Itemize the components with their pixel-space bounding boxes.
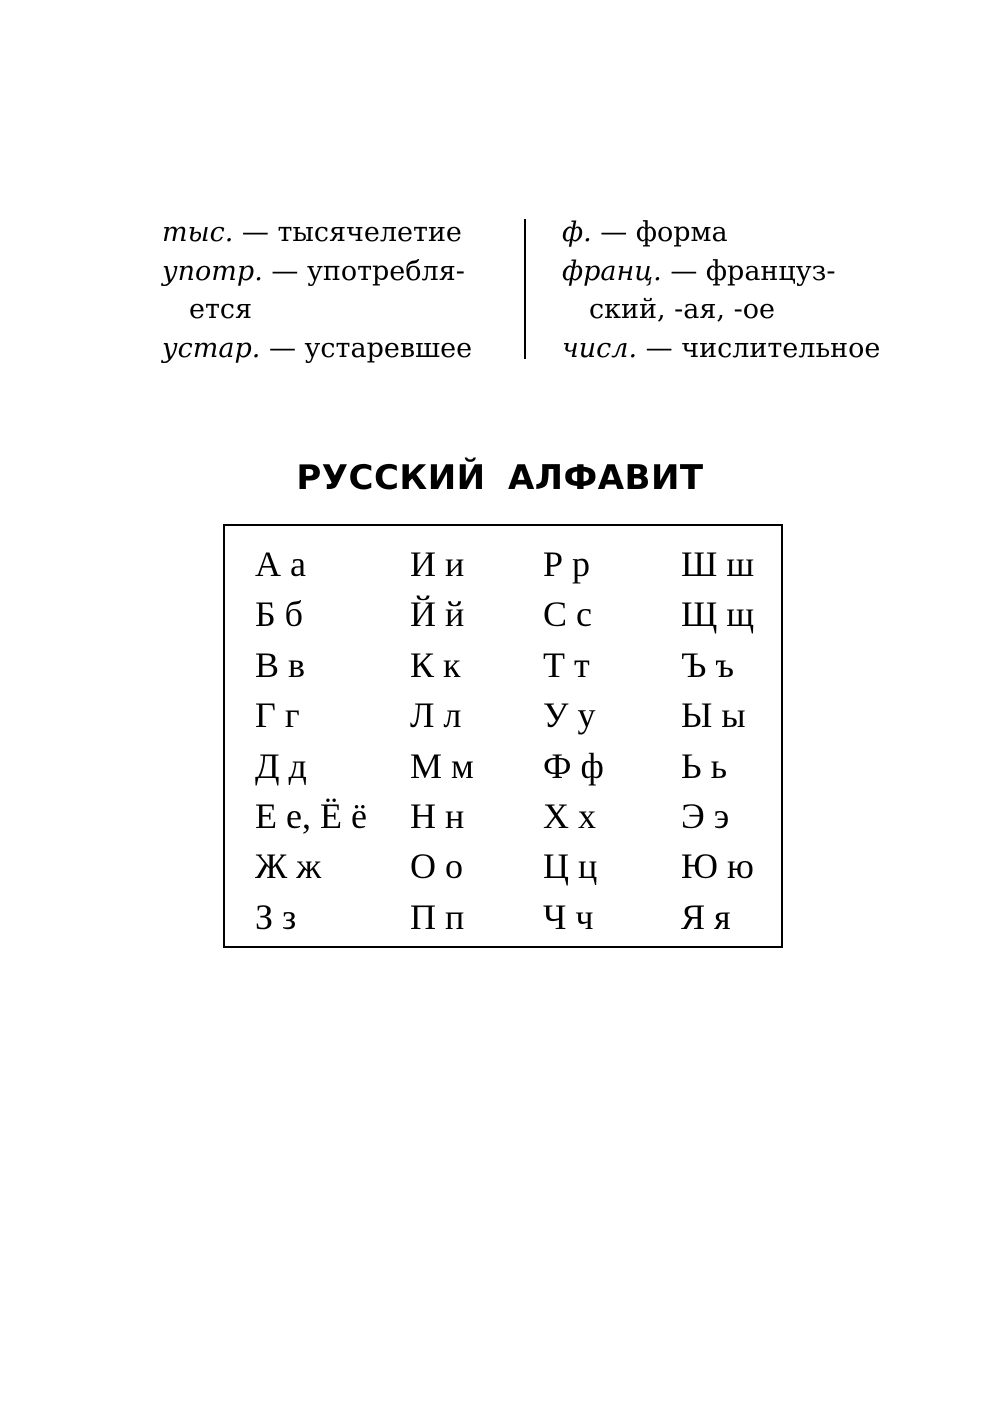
abbreviation-meaning: — форма xyxy=(591,217,728,248)
alphabet-letter-pair: З з xyxy=(255,896,297,937)
abbreviation: ф. xyxy=(562,217,592,248)
abbreviation-entry xyxy=(562,253,904,330)
abbreviation-entry xyxy=(562,214,904,253)
alphabet-letter-pair: Э э xyxy=(681,796,730,836)
abbreviations-right-column xyxy=(562,214,904,368)
alphabet-letter-pair: Я я xyxy=(681,896,731,937)
alphabet-letter-pair: Ъ ъ xyxy=(681,644,735,685)
alphabet-letter-pair: Ц ц xyxy=(543,846,598,887)
alphabet-letter-pair: Ы ы xyxy=(681,695,746,736)
alphabet-letter-pair: Т т xyxy=(543,644,590,685)
alphabet-letter-pair: Й й xyxy=(410,594,465,635)
alphabet-letter-pair: В в xyxy=(255,644,306,685)
alphabet-letter-pair: Ф ф xyxy=(543,745,604,786)
alphabet-title: РУССКИЙ АЛФАВИТ xyxy=(296,458,704,498)
abbreviation-meaning: — устаревшее xyxy=(260,332,473,364)
alphabet-letter-pair: У у xyxy=(543,695,596,736)
alphabet-letter-pair: Ь ь xyxy=(681,745,728,786)
abbreviation-entry xyxy=(562,330,904,369)
alphabet-letter-pair: Ч ч xyxy=(543,896,594,937)
abbreviation-entry xyxy=(162,214,507,253)
alphabet-letter-pair: Ш ш xyxy=(681,544,755,584)
alphabet-letter-pair: Х х xyxy=(543,796,596,836)
alphabet-letter-pair: И и xyxy=(410,544,465,584)
abbreviation-meaning: — француз- xyxy=(661,255,836,287)
alphabet-letter-pair: С с xyxy=(543,594,592,635)
abbreviation-meaning-continuation: ется xyxy=(189,294,253,325)
alphabet-letter-pair: Н н xyxy=(410,796,465,836)
alphabet-letter-pair: М м xyxy=(410,745,474,786)
abbreviation: франц. xyxy=(562,255,662,287)
alphabet-letter-pair: О о xyxy=(410,846,463,887)
alphabet-letter-pair: П п xyxy=(410,896,465,937)
alphabet-letter-pair: Е е, Ё ё xyxy=(255,796,367,836)
abbreviation: тыс. xyxy=(162,217,234,248)
abbreviation-entry xyxy=(162,253,507,330)
alphabet-letter-pair: Ю ю xyxy=(681,846,754,887)
abbreviation-meaning: — числительное xyxy=(637,332,881,364)
alphabet-letter-pair: Щ щ xyxy=(681,594,755,635)
alphabet-letter-pair: Ж ж xyxy=(255,846,322,887)
abbreviation-meaning: — употребля- xyxy=(262,255,465,287)
alphabet-letter-pair: К к xyxy=(410,644,461,685)
abbreviations-left-column xyxy=(162,214,507,368)
alphabet-letter-pair: Р р xyxy=(543,544,591,584)
alphabet-letter-pair: А а xyxy=(255,544,306,584)
alphabet-table xyxy=(223,524,783,948)
alphabet-letter-pair: Б б xyxy=(255,594,303,635)
alphabet-letter-pair: Д д xyxy=(255,745,307,786)
abbreviation-meaning-continuation: ский, -ая, -ое xyxy=(589,294,775,325)
abbreviation-meaning: — тысячелетие xyxy=(233,217,462,248)
column-divider xyxy=(524,219,526,359)
abbreviation: устар. xyxy=(162,332,261,364)
alphabet-letter-pair: Л л xyxy=(410,695,462,736)
abbreviation: употр. xyxy=(162,255,263,287)
alphabet-letter-pair: Г г xyxy=(255,695,300,736)
abbreviation: числ. xyxy=(562,332,638,364)
abbreviation-entry xyxy=(162,330,507,369)
